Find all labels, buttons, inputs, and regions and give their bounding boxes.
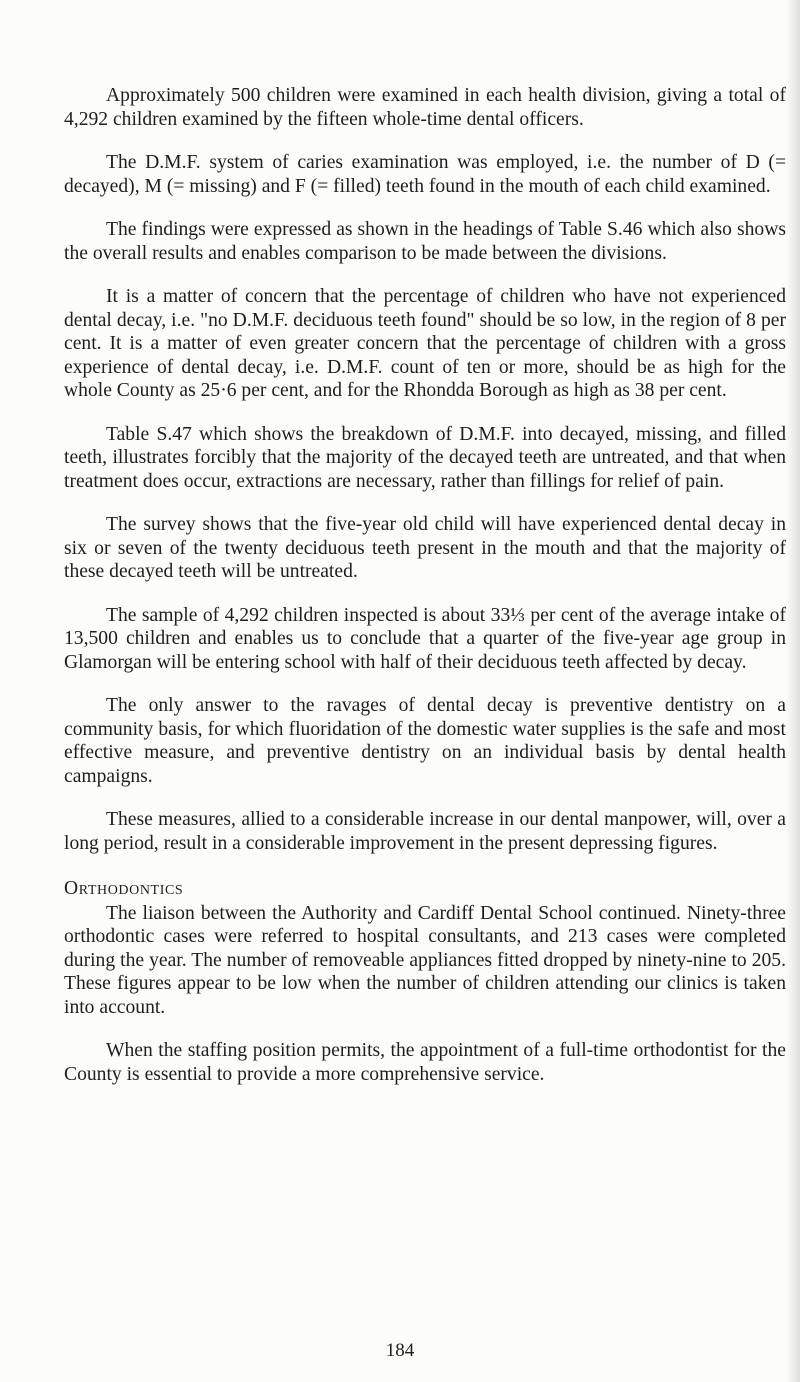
body-text	[64, 84, 786, 1106]
section-heading-orthodontics: Orthodontics	[64, 878, 184, 899]
page-edge-shadow	[786, 0, 800, 1382]
paragraph-concern-percentage: It is a matter of concern that the percentage of children who have not experienced dental decay, i.e. "no D.M.F. deciduous teeth found" should be so low, in the region of 8 per cent. It is a matter of even greater concern that the percentage of children with a gross experience of dental decay, i.e. D.M.F. count of ten or more, should be as high for the whole County as 25·6 per cent, and for the Rhondda Borough as high as 38 per cent.	[64, 286, 786, 401]
paragraph-table-s46: The findings were expressed as shown in the headings of Table S.46 which also shows the overall results and enables comparison to be made between the divisions.	[64, 219, 786, 264]
paragraph-orthodontist-appointment: When the staffing position permits, the appointment of a full-time orthodontist for the County is essential to provide a more comprehensive service.	[64, 1040, 786, 1085]
paragraph-orthodontics-liaison: The liaison between the Authority and Cardiff Dental School continued. Ninety-three orthodontic cases were referred to hospital consultants, and 213 cases were completed during the year. The number of removeable appliances fitted dropped by ninety-nine to 205. These figures appear to be low when the number of children attending our clinics is taken into account.	[64, 902, 786, 1018]
paragraph-survey-five-year: The survey shows that the five-year old child will have experienced dental decay in six or seven of the twenty deciduous teeth present in the mouth and that the majority of these decayed teeth will be untreated.	[64, 514, 786, 582]
paragraph-preventive-dentistry: The only answer to the ravages of dental decay is preventive dentistry on a community basis, for which fluoridation of the domestic water supplies is the safe and most effective measure, and preventive dentistry on an individual basis by dental health campaigns.	[64, 695, 786, 787]
paragraph-sample-intake: The sample of 4,292 children inspected is about 33⅓ per cent of the average intake of 13,500 children and enables us to conclude that a quarter of the five-year age group in Glamorgan will be entering school with half of their deciduous teeth affected by decay.	[64, 604, 786, 673]
page-number: 184	[385, 1340, 415, 1361]
paragraph-table-s47: Table S.47 which shows the breakdown of D.M.F. into decayed, missing, and filled teeth, illustrates forcibly that the majority of the decayed teeth are untreated, and that when treatment does occur, extractions are necessary, rather than fillings for relief of pain.	[64, 423, 786, 492]
paragraph-examination-count: Approximately 500 children were examined in each health division, giving a total of 4,292 children examined by the fifteen whole-time dental officers.	[64, 85, 786, 130]
paragraph-dmf-system: The D.M.F. system of caries examination was employed, i.e. the number of D (= decayed), M (= missing) and F (= filled) teeth found in the mouth of each child examined.	[64, 152, 786, 197]
paragraph-dental-manpower: These measures, allied to a considerable increase in our dental manpower, will, over a long period, result in a considerable improvement in the present depressing figures.	[64, 809, 786, 854]
